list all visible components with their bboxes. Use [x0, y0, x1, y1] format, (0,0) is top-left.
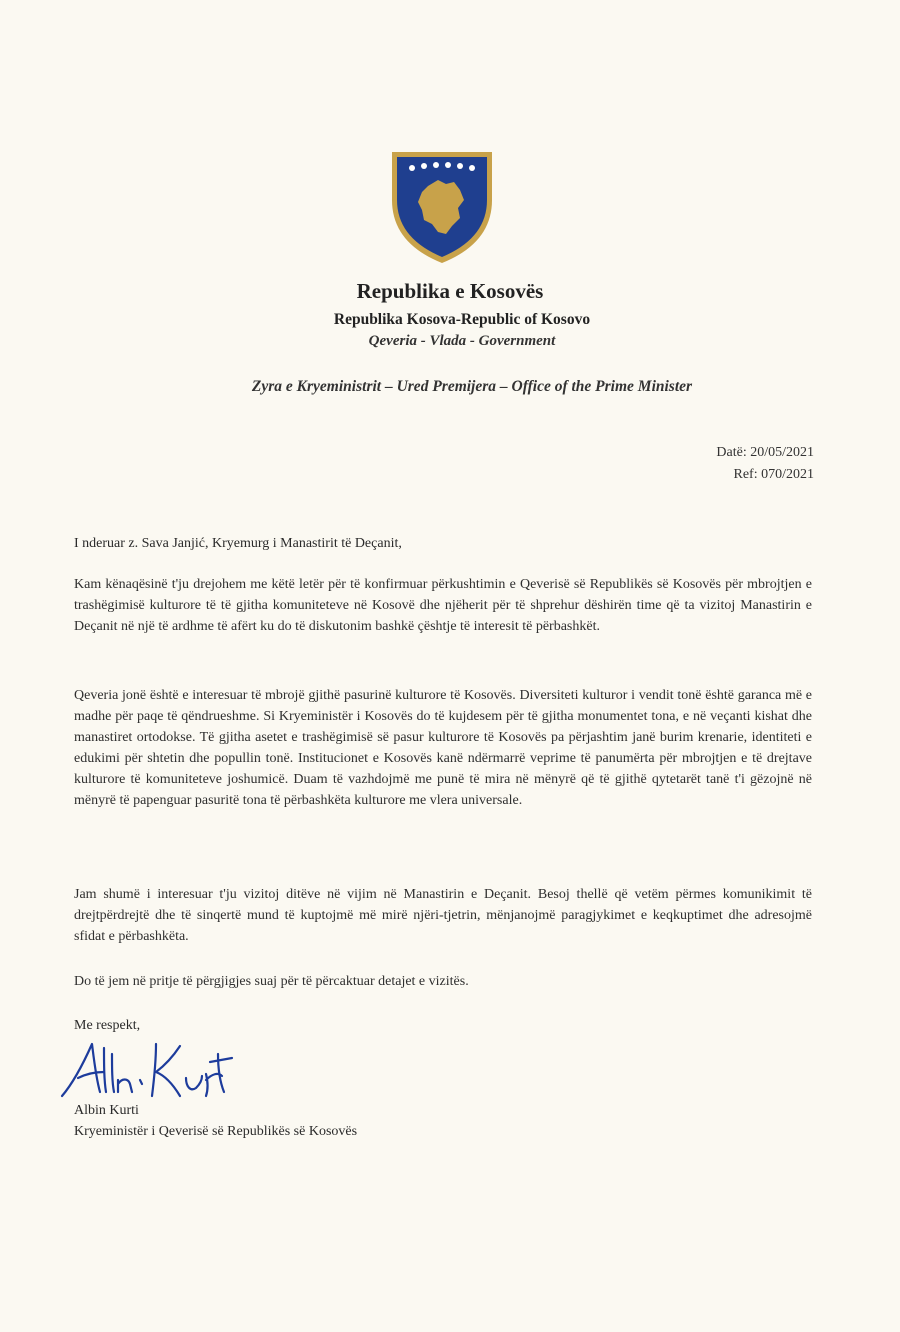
header-office: Zyra e Kryeministrit – Ured Premijera – Office of the Prime Minister	[251, 378, 693, 395]
signer-title: Kryeministër i Qeverisë së Republikës së Kosovës	[74, 1124, 358, 1139]
paragraph-3: Jam shumë i interesuar t'ju vizitoj ditëve në vijim në Manastirin e Deçanit. Besoj thellë që vetëm përmes komunikimit të drejtpërdrejtë dhe të sinqertë mund të kuptojmë më mirë njëri-tjetrin, mënjanojmë paragjykimet e keqkuptimet dhe adresojmë sfidat e përbashkëta.	[74, 887, 812, 944]
signer-name: Albin Kurti	[74, 1103, 139, 1118]
handwritten-signature-icon	[56, 1034, 236, 1106]
paragraph-2: Qeveria jonë është e interesuar të mbrojë gjithë pasurinë kulturore të Kosovës. Diversiteti kulturor i vendit tonë është garanca më e madhe për paqe të qëndrueshme. Si Kryeministër i Kosovës do të kujdesem për të gjitha monumentet tona, e në veçanti kishat dhe manastiret ortodokse. Të gjitha asetet e trashëgimisë së pasur kulturore të Kosovës pa përjashtim janë burim krenarie, identiteti e edukimi për shtetin dhe popullin tonë. Institucionet e Kosovës kanë ndërmarrë veprime të panumërta për mbrojtjen e të drejtave kulturore të komuniteteve joshumicë. Duam të vazhdojmë me punë të mira në mënyrë që të gjithë qytetarët tanë t'i gëzojnë në mënyrë të papenguar pasuritë tona të përbashkëta kulturore me vlera universale.	[74, 688, 812, 808]
closing: Me respekt,	[74, 1018, 141, 1033]
paragraph-1: Kam kënaqësinë t'ju drejohem me këtë letër për të konfirmuar përkushtimin e Qeverisë së Republikës së Kosovës për mbrojtjen e trashëgimisë kulturore të të gjitha komuniteteve në Kosovë dhe njëherit për të shprehur dëshirën time që ta vizitoj Manastirin e Deçanit në një të ardhme të afërt ku do të diskutonim bashkë çështje të interesit të përbashkët.	[74, 577, 812, 634]
letter-date: Datë: 20/05/2021	[716, 445, 814, 460]
header-country: Republika e Kosovës	[356, 279, 544, 303]
salutation: I nderuar z. Sava Janjić, Kryemurg i Manastirit të Deçanit,	[74, 536, 402, 551]
paragraph-4: Do të jem në pritje të përgjigjes suaj për të përcaktuar detajet e vizitës.	[74, 974, 469, 989]
letter-ref: Ref: 070/2021	[733, 467, 814, 482]
header-government: Qeveria - Vlada - Government	[368, 333, 556, 349]
header-country-alt: Republika Kosova-Republic of Kosovo	[333, 311, 591, 328]
kosovo-coat-of-arms-icon	[388, 148, 496, 266]
